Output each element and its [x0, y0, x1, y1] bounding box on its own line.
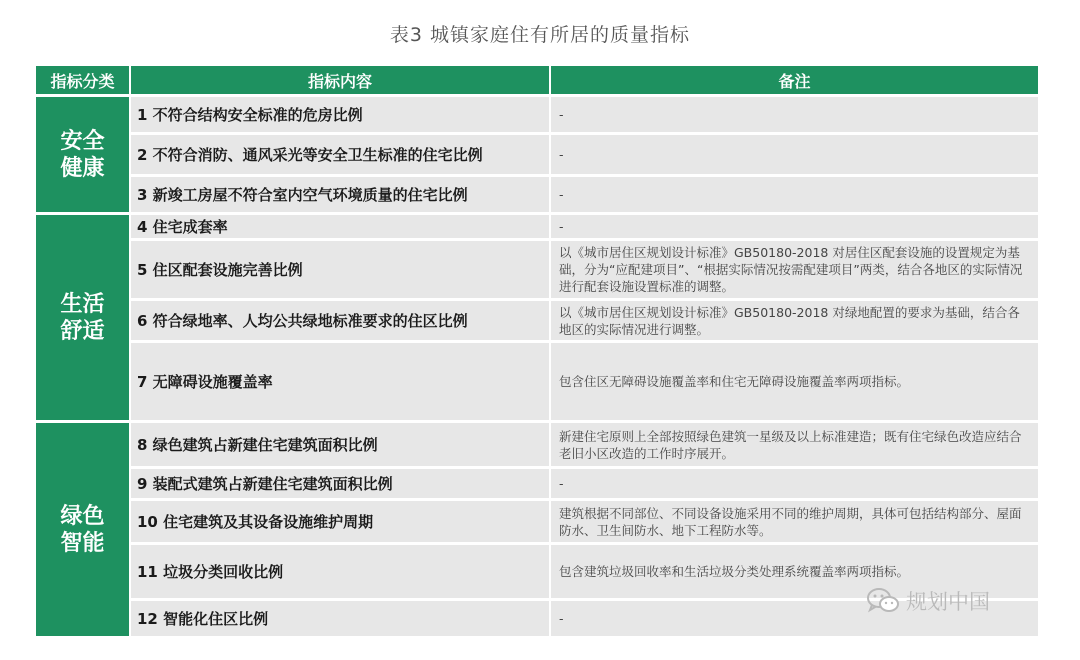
indicator-cell: 3 新竣工房屋不符合室内空气环境质量的住宅比例: [130, 176, 550, 214]
remark-cell: -: [550, 96, 1038, 134]
table-row: [36, 500, 1038, 544]
table-row: [36, 240, 1038, 300]
header-indicator: 指标内容: [130, 66, 550, 96]
indicator-cell: 1 不符合结构安全标准的危房比例: [130, 96, 550, 134]
remark-cell: 以《城市居住区规划设计标准》GB50180-2018 对绿地配置的要求为基础，结合各地区的实际情况进行调整。: [550, 300, 1038, 342]
table-row: [36, 176, 1038, 214]
table-row: [36, 342, 1038, 422]
indicator-cell: 2 不符合消防、通风采光等安全卫生标准的住宅比例: [130, 134, 550, 176]
table-row: [36, 300, 1038, 342]
indicator-cell: 12 智能化住区比例: [130, 600, 550, 638]
remark-cell: 包含住区无障碍设施覆盖率和住宅无障碍设施覆盖率两项指标。: [550, 342, 1038, 422]
watermark: [866, 586, 990, 616]
remark-cell: 包含建筑垃圾回收率和生活垃圾分类处理系统覆盖率两项指标。: [550, 544, 1038, 600]
indicator-cell: 11 垃圾分类回收比例: [130, 544, 550, 600]
table-row: [36, 422, 1038, 468]
remark-cell: -: [550, 176, 1038, 214]
category-cell-living-comfort: 生活舒适: [36, 214, 130, 422]
category-cell-safety-health: 安全健康: [36, 96, 130, 214]
watermark-text: 规划中国: [906, 590, 990, 614]
remark-cell: 建筑根据不同部位、不同设备设施采用不同的维护周期，具体可包括结构部分、屋面防水、卫生间防水、地下工程防水等。: [550, 500, 1038, 544]
indicator-cell: 9 装配式建筑占新建住宅建筑面积比例: [130, 468, 550, 500]
table-row: [36, 96, 1038, 134]
table-row: [36, 214, 1038, 240]
header-remark: 备注: [550, 66, 1038, 96]
indicator-cell: 7 无障碍设施覆盖率: [130, 342, 550, 422]
remark-cell: -: [550, 468, 1038, 500]
quality-indicator-table: [36, 66, 1038, 639]
remark-cell: -: [550, 214, 1038, 240]
header-category: 指标分类: [36, 66, 130, 96]
wechat-icon: [866, 587, 900, 615]
remark-cell: 以《城市居住区规划设计标准》GB50180-2018 对居住区配套设施的设置规定为基础，分为“应配建项目”、“根据实际情况按需配建项目”两类，结合各地区的实际情况进行配套设施设置标准的调整。: [550, 240, 1038, 300]
indicator-cell: 6 符合绿地率、人均公共绿地标准要求的住区比例: [130, 300, 550, 342]
remark-cell: -: [550, 600, 1038, 638]
category-cell-green-smart: 绿色智能: [36, 422, 130, 638]
table-row: [36, 468, 1038, 500]
table-title: 表3 城镇家庭住有所居的质量指标: [389, 24, 691, 46]
remark-cell: 新建住宅原则上全部按照绿色建筑一星级及以上标准建造；既有住宅绿色改造应结合老旧小区改造的工作时序展开。: [550, 422, 1038, 468]
indicator-cell: 10 住宅建筑及其设备设施维护周期: [130, 500, 550, 544]
indicator-cell: 8 绿色建筑占新建住宅建筑面积比例: [130, 422, 550, 468]
indicator-cell: 4 住宅成套率: [130, 214, 550, 240]
table-header-row: [36, 66, 1038, 96]
indicator-cell: 5 住区配套设施完善比例: [130, 240, 550, 300]
remark-cell: -: [550, 134, 1038, 176]
table-row: [36, 134, 1038, 176]
